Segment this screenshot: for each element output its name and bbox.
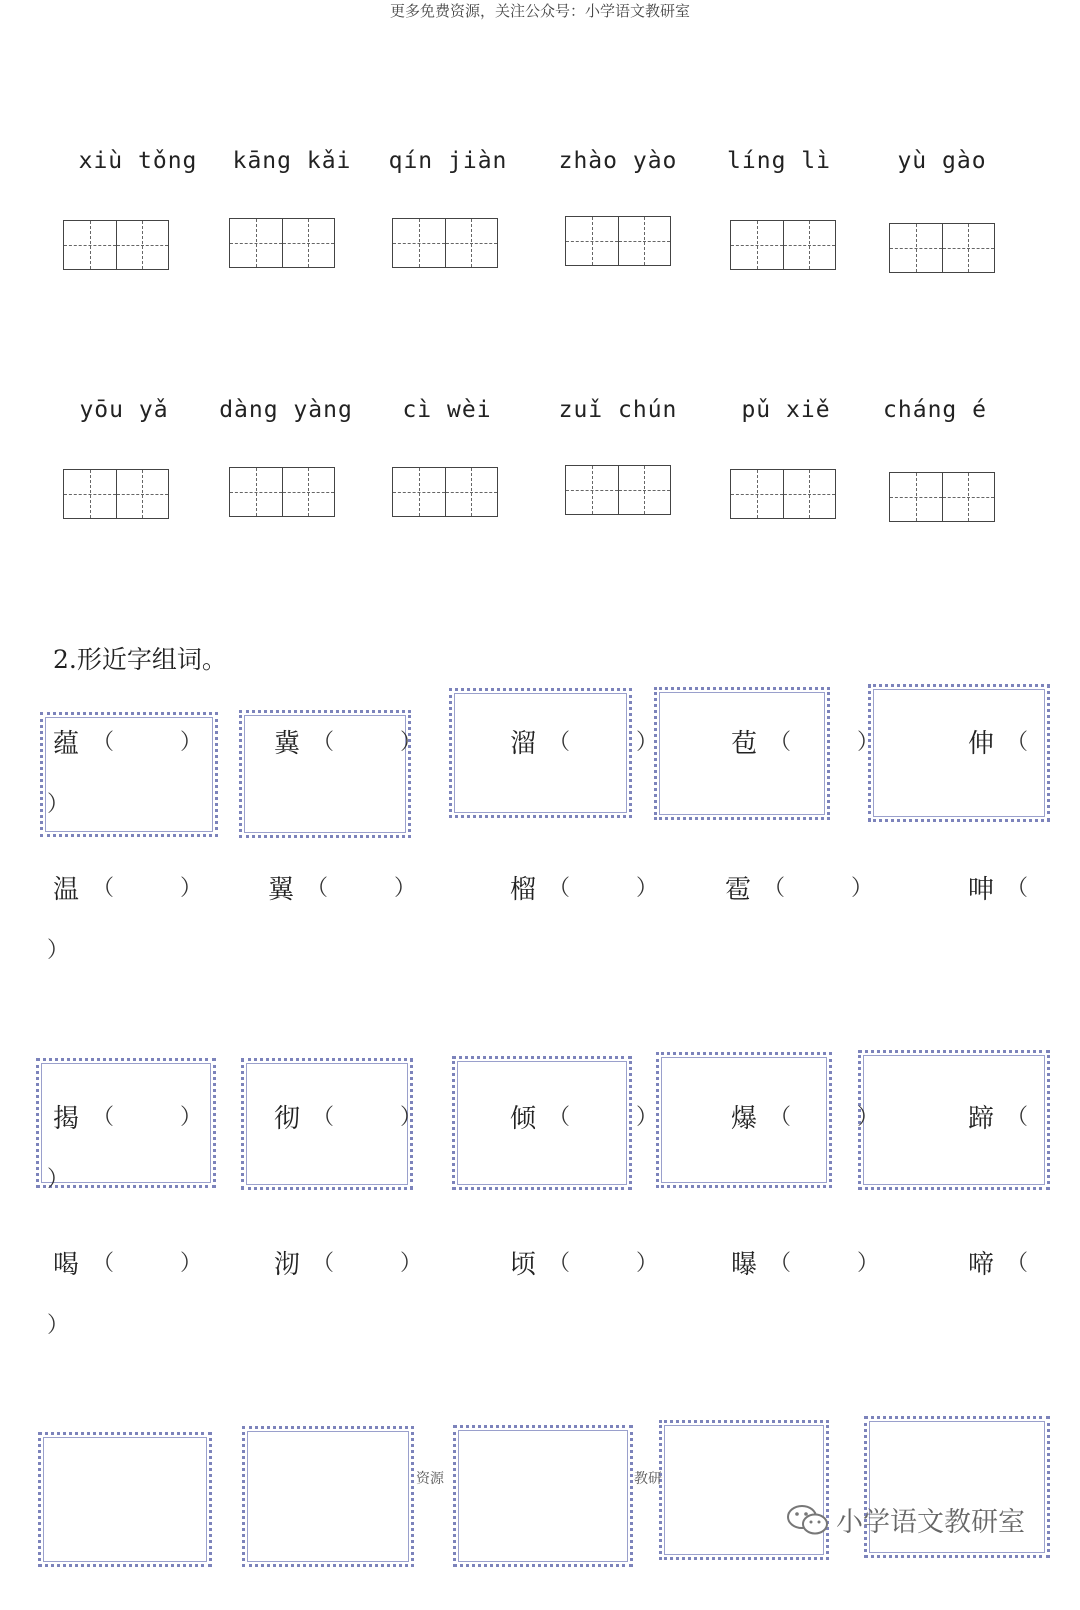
word-char: 榴 — [510, 875, 537, 905]
paren-open: （ — [769, 730, 792, 755]
paren-open: （ — [92, 1105, 115, 1130]
paren-close: ） — [636, 876, 659, 901]
paren-open: （ — [1006, 730, 1029, 755]
stamp-frame — [659, 1420, 829, 1560]
paren-close: ） — [636, 1251, 659, 1276]
paren-open: （ — [312, 1105, 335, 1130]
paren-close: ） — [636, 730, 659, 755]
word-char: 冀 — [274, 729, 301, 759]
paren-close: ） — [400, 730, 423, 755]
paren-close: ） — [180, 730, 203, 755]
paren-open: （ — [763, 876, 786, 901]
watermark-logo — [786, 1500, 1025, 1539]
paren-open: （ — [306, 876, 329, 901]
paren-open: （ — [1006, 1251, 1029, 1276]
paren-close: ） — [400, 1251, 423, 1276]
word-char: 苞 — [731, 729, 758, 759]
tianzige-answer-box[interactable] — [889, 223, 995, 273]
paren-open: （ — [548, 876, 571, 901]
paren-open: （ — [1006, 1105, 1029, 1130]
pinyin-label: cì wèi — [402, 397, 492, 423]
paren-open: （ — [548, 730, 571, 755]
paren-close: ） — [47, 1167, 70, 1192]
paren-open: （ — [312, 1251, 335, 1276]
word-char: 彻 — [274, 1104, 301, 1134]
watermark-text: 教研 — [634, 1471, 662, 1487]
word-char: 呻 — [968, 875, 995, 905]
paren-close: ） — [851, 876, 874, 901]
word-char: 倾 — [510, 1104, 537, 1134]
tianzige-answer-box[interactable] — [63, 469, 169, 519]
word-char: 曝 — [731, 1250, 758, 1280]
pinyin-label: qín jiàn — [388, 148, 508, 174]
word-char: 温 — [53, 875, 80, 905]
paren-close: ） — [400, 1105, 423, 1130]
stamp-frame — [452, 1056, 632, 1190]
word-char: 翼 — [268, 875, 295, 905]
paren-close: ） — [47, 938, 70, 963]
tianzige-answer-box[interactable] — [229, 218, 335, 268]
paren-close: ） — [180, 1105, 203, 1130]
word-char: 揭 — [53, 1104, 80, 1134]
pinyin-label: xiù tǒng — [78, 148, 198, 174]
tianzige-answer-box[interactable] — [392, 218, 498, 268]
word-char: 顷 — [510, 1250, 537, 1280]
paren-open: （ — [92, 730, 115, 755]
stamp-frame — [453, 1425, 633, 1567]
word-char: 喝 — [53, 1250, 80, 1280]
pinyin-label: zhào yào — [558, 148, 678, 174]
paren-open: （ — [548, 1105, 571, 1130]
pinyin-label: pǔ xiě — [741, 397, 831, 423]
page-header: 更多免费资源，关注公众号：小学语文教研室 — [389, 2, 690, 20]
wechat-icon — [786, 1503, 830, 1537]
pinyin-label: zuǐ chún — [558, 397, 678, 423]
stamp-frame — [242, 1426, 414, 1567]
word-char: 雹 — [725, 875, 752, 905]
pinyin-label: dàng yàng — [219, 397, 353, 423]
word-char: 爆 — [731, 1104, 758, 1134]
pinyin-label: yù gào — [897, 148, 987, 174]
pinyin-label: líng lì — [727, 148, 831, 174]
tianzige-answer-box[interactable] — [730, 469, 836, 519]
pinyin-label: cháng é — [883, 397, 987, 423]
word-char: 沏 — [274, 1250, 301, 1280]
tianzige-answer-box[interactable] — [565, 465, 671, 515]
pinyin-label: kāng kǎi — [232, 148, 352, 174]
paren-close: ） — [47, 1313, 70, 1338]
tianzige-answer-box[interactable] — [889, 472, 995, 522]
paren-open: （ — [548, 1251, 571, 1276]
paren-close: ） — [47, 792, 70, 817]
paren-close: ） — [636, 1105, 659, 1130]
watermark-logo-text: 小学语文教研室 — [836, 1507, 1025, 1538]
paren-open: （ — [92, 1251, 115, 1276]
paren-open: （ — [92, 876, 115, 901]
word-char: 啼 — [968, 1250, 995, 1280]
tianzige-answer-box[interactable] — [730, 220, 836, 270]
paren-open: （ — [769, 1105, 792, 1130]
word-char: 蹄 — [968, 1104, 995, 1134]
paren-close: ） — [394, 876, 417, 901]
watermark-text: 资源 — [416, 1471, 444, 1487]
paren-close: ） — [857, 730, 880, 755]
paren-open: （ — [769, 1251, 792, 1276]
paren-open: （ — [312, 730, 335, 755]
stamp-frame — [38, 1432, 212, 1567]
tianzige-answer-box[interactable] — [63, 220, 169, 270]
tianzige-answer-box[interactable] — [229, 467, 335, 517]
tianzige-answer-box[interactable] — [392, 467, 498, 517]
paren-close: ） — [857, 1251, 880, 1276]
paren-close: ） — [857, 1105, 880, 1130]
section-title: 2.形近字组词。 — [53, 645, 227, 674]
word-char: 蕴 — [53, 729, 80, 759]
word-char: 伸 — [968, 729, 995, 759]
word-char: 溜 — [510, 729, 537, 759]
paren-open: （ — [1006, 876, 1029, 901]
paren-close: ） — [180, 1251, 203, 1276]
paren-close: ） — [180, 876, 203, 901]
tianzige-answer-box[interactable] — [565, 216, 671, 266]
stamp-frame — [449, 688, 632, 818]
pinyin-label: yōu yǎ — [79, 397, 169, 423]
